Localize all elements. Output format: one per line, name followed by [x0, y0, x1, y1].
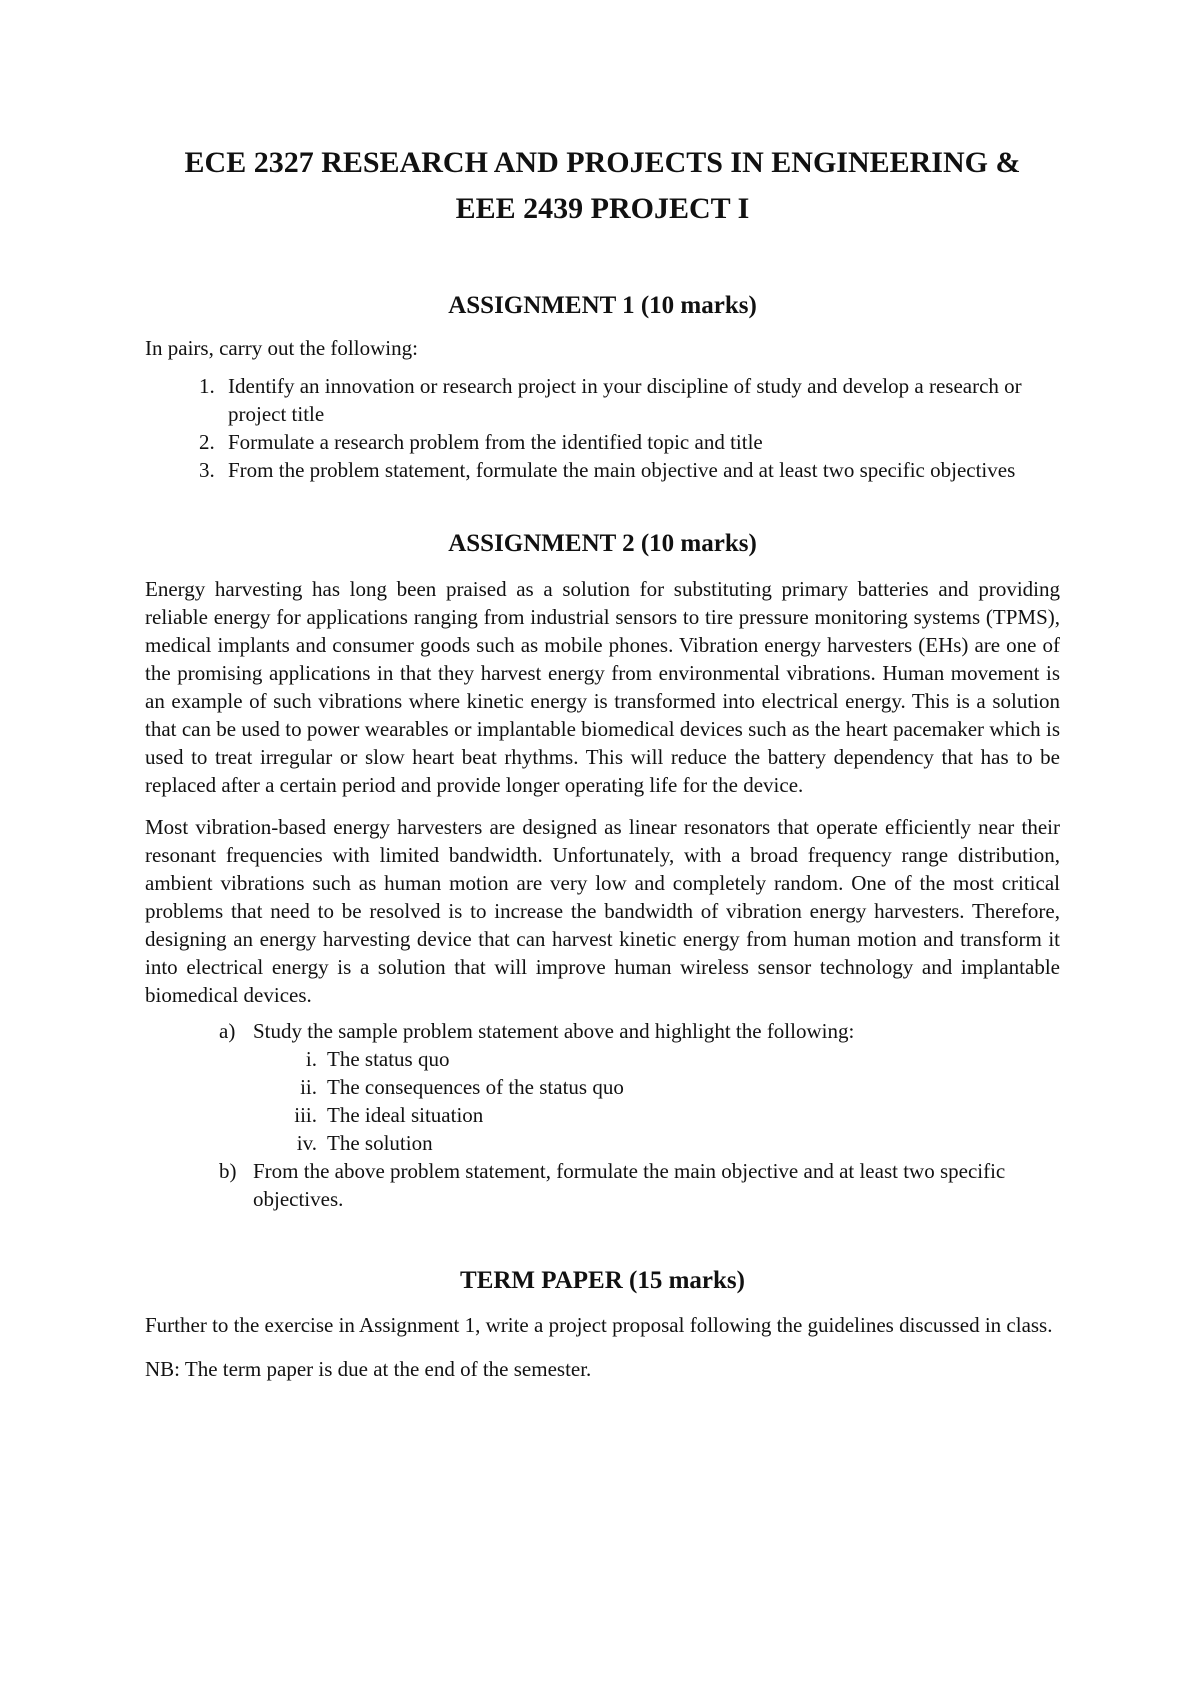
subitem-text: The consequences of the status quo	[327, 1075, 624, 1099]
task-a	[219, 1017, 1060, 1157]
title-line-1: ECE 2327 RESEARCH AND PROJECTS IN ENGINEERING &	[184, 146, 1021, 179]
assignment-2-paragraph-1: Energy harvesting has long been praised as a solution for substituting primary batteries and providing reliable energy for applications ranging from industrial sensors to tire pressure monitoring systems (TPMS), medical implants and consumer goods such as mobile phones. Vibration energy harvesters (EHs) are one of the promising applications in that they harvest energy from environmental vibrations. Human movement is an example of such vibrations where kinetic energy is transformed into electrical energy. This is a solution that can be used to power wearables or implantable biomedical devices such as the heart pacemaker which is used to treat irregular or slow heart beat rhythms. This will reduce the battery dependency that has to be replaced after a certain period and provide longer operating life for the device.	[145, 577, 1060, 797]
list-item	[291, 1101, 1060, 1129]
assignment-2-heading: ASSIGNMENT 2 (10 marks)	[448, 530, 757, 557]
list-item	[291, 1129, 1060, 1157]
assignment-1-heading: ASSIGNMENT 1 (10 marks)	[448, 292, 757, 319]
assignment-2-paragraph-2: Most vibration-based energy harvesters are designed as linear resonators that operate efficiently near their resonant frequencies with limited bandwidth. Unfortunately, with a broad frequency range distribution, ambient vibrations such as human motion are very low and completely random. One of the most critical problems that need to be resolved is to increase the bandwidth of vibration energy harvesters. Therefore, designing an energy harvesting device that can harvest kinetic energy from human motion and transform it into electrical energy is a solution that will improve human wireless sensor technology and implantable biomedical devices.	[145, 815, 1060, 1007]
list-item: 3. From the problem statement, formulate the main objective and at least two specific objectives	[220, 456, 1060, 484]
list-item	[291, 1073, 1060, 1101]
subitem-marker: i.	[305, 1047, 317, 1071]
subitem-text: The ideal situation	[327, 1103, 484, 1127]
term-paper-text: Further to the exercise in Assignment 1, write a project proposal following the guidelines discussed in class.	[145, 1313, 1053, 1337]
assignment-2-tasks	[145, 1017, 1060, 1213]
task-b-text: From the above problem statement, formulate the main objective and at least two specific objectives.	[253, 1159, 1006, 1211]
term-paper-note: NB: The term paper is due at the end of the semester.	[145, 1357, 592, 1381]
task-a-subitems	[253, 1045, 1060, 1157]
assignment-1-list	[145, 372, 1060, 484]
term-paper-heading: TERM PAPER (15 marks)	[460, 1267, 745, 1294]
subitem-marker: ii.	[300, 1075, 317, 1099]
task-b-marker: b)	[219, 1159, 237, 1183]
list-item: 2. Formulate a research problem from the identified topic and title	[220, 428, 1060, 456]
list-item	[291, 1045, 1060, 1073]
subitem-marker: iv.	[296, 1131, 317, 1155]
task-a-text: Study the sample problem statement above and highlight the following:	[253, 1019, 855, 1043]
document-body	[145, 140, 1060, 1383]
assignment-1-intro: In pairs, carry out the following:	[145, 336, 418, 360]
task-b	[219, 1157, 1060, 1213]
document-title	[145, 140, 1060, 232]
subitem-marker: iii.	[294, 1103, 317, 1127]
list-item: 1. Identify an innovation or research project in your discipline of study and develop a research or project title	[220, 372, 1060, 428]
subitem-text: The status quo	[327, 1047, 450, 1071]
subitem-text: The solution	[327, 1131, 433, 1155]
task-a-marker: a)	[219, 1019, 236, 1043]
title-line-2: EEE 2439 PROJECT I	[455, 192, 750, 225]
